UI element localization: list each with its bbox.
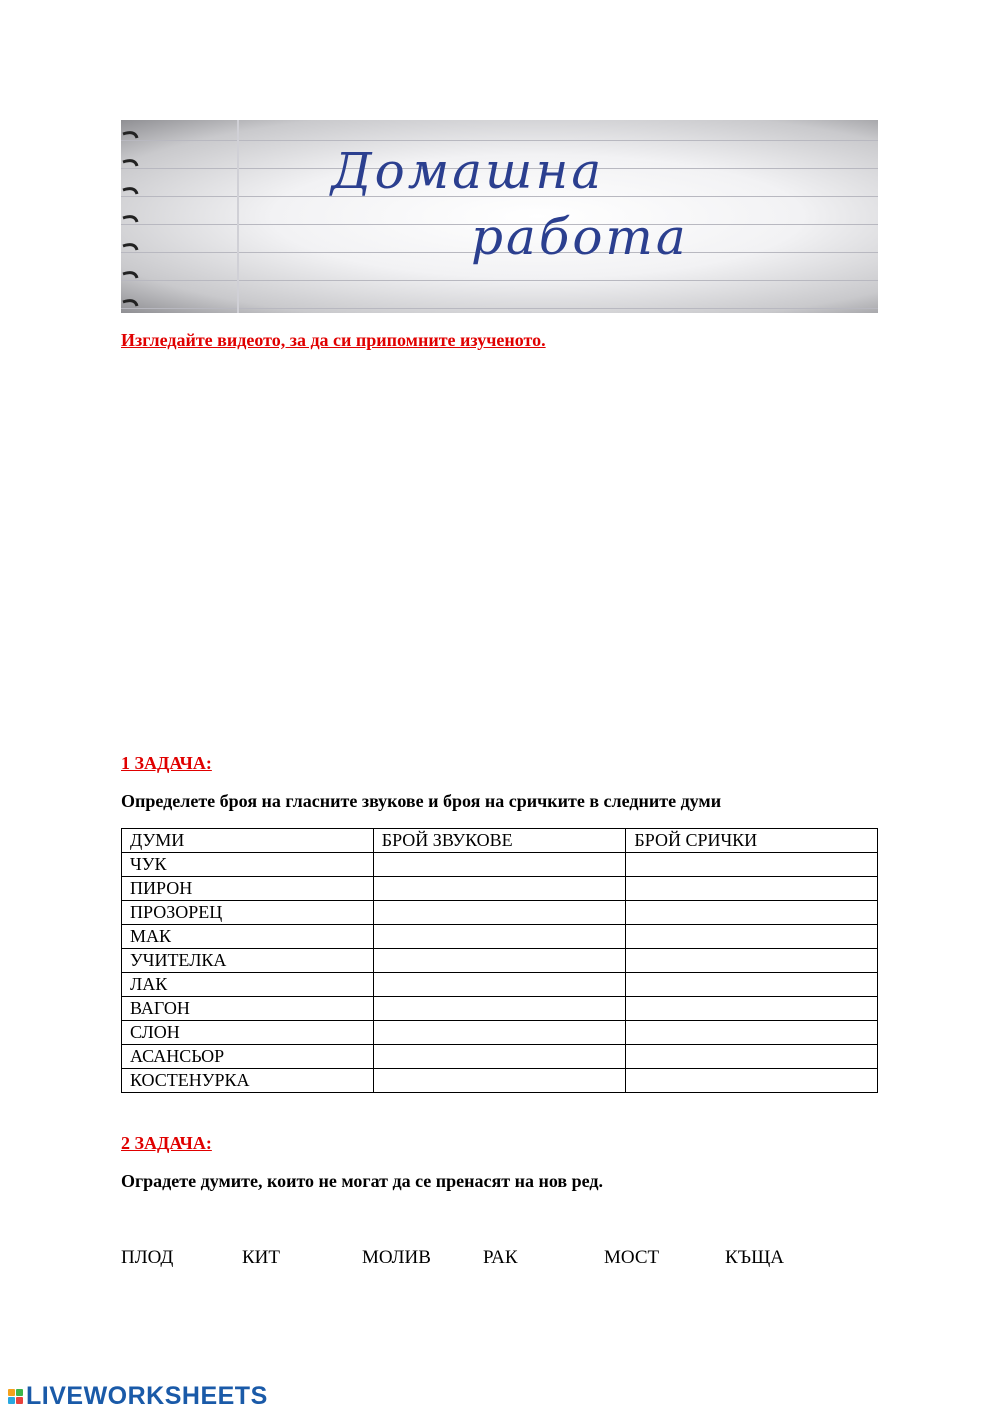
table-row bbox=[122, 925, 878, 949]
sounds-answer-cell[interactable] bbox=[373, 1021, 626, 1045]
task1-instruction: Определете броя на гласните звукове и броя на сричките в следните думи bbox=[121, 791, 722, 811]
banner-handwriting-line1: Домашна bbox=[331, 142, 605, 200]
sounds-answer-cell[interactable] bbox=[373, 1069, 626, 1093]
sounds-answer-cell[interactable] bbox=[373, 925, 626, 949]
table-row bbox=[122, 877, 878, 901]
liveworksheets-logo-text: LIVEWORKSHEETS bbox=[26, 1381, 268, 1410]
task2-heading: 2 ЗАДАЧА: bbox=[121, 1133, 212, 1153]
syllables-answer-cell[interactable] bbox=[626, 901, 878, 925]
table-row bbox=[122, 901, 878, 925]
syllables-answer-cell[interactable] bbox=[626, 1069, 878, 1093]
word-choice-4[interactable]: РАК bbox=[483, 1247, 518, 1268]
task2-instruction: Оградете думите, които не могат да се пренасят на нов ред. bbox=[121, 1171, 603, 1191]
video-instruction-link[interactable]: Изгледайте видеото, за да си припомните изученото. bbox=[121, 330, 546, 350]
table-row bbox=[122, 1069, 878, 1093]
syllables-answer-cell[interactable] bbox=[626, 949, 878, 973]
word-choice-3[interactable]: МОЛИВ bbox=[362, 1247, 431, 1268]
sounds-answer-cell[interactable] bbox=[373, 877, 626, 901]
word-cell: СЛОН bbox=[122, 1021, 374, 1045]
liveworksheets-logo-icon bbox=[8, 1389, 23, 1404]
sounds-answer-cell[interactable] bbox=[373, 1045, 626, 1069]
word-cell: УЧИТЕЛКА bbox=[122, 949, 374, 973]
header-sounds: БРОЙ ЗВУКОВЕ bbox=[373, 829, 626, 853]
word-cell: КОСТЕНУРКА bbox=[122, 1069, 374, 1093]
header-syllables: БРОЙ СРИЧКИ bbox=[626, 829, 878, 853]
banner-handwriting-line2: работа bbox=[471, 208, 689, 266]
word-choice-5[interactable]: МОСТ bbox=[604, 1247, 660, 1268]
syllables-answer-cell[interactable] bbox=[626, 1021, 878, 1045]
word-cell: АСАНСЬОР bbox=[122, 1045, 374, 1069]
liveworksheets-logo bbox=[8, 1382, 268, 1410]
sounds-answer-cell[interactable] bbox=[373, 973, 626, 997]
syllables-answer-cell[interactable] bbox=[626, 853, 878, 877]
syllables-answer-cell[interactable] bbox=[626, 1045, 878, 1069]
word-cell: МАК bbox=[122, 925, 374, 949]
syllables-answer-cell[interactable] bbox=[626, 925, 878, 949]
sounds-answer-cell[interactable] bbox=[373, 901, 626, 925]
word-cell: ЛАК bbox=[122, 973, 374, 997]
homework-banner-image bbox=[121, 120, 878, 313]
table-row bbox=[122, 1021, 878, 1045]
word-choice-6[interactable]: КЪЩА bbox=[725, 1247, 784, 1268]
syllables-answer-cell[interactable] bbox=[626, 973, 878, 997]
header-words: ДУМИ bbox=[122, 829, 374, 853]
table-row bbox=[122, 949, 878, 973]
word-choice-2[interactable]: КИТ bbox=[242, 1247, 280, 1268]
table-row bbox=[122, 973, 878, 997]
words-table bbox=[121, 828, 878, 1093]
syllables-answer-cell[interactable] bbox=[626, 997, 878, 1021]
sounds-answer-cell[interactable] bbox=[373, 997, 626, 1021]
task1-heading: 1 ЗАДАЧА: bbox=[121, 753, 212, 773]
table-header-row bbox=[122, 829, 878, 853]
word-choice-1[interactable]: ПЛОД bbox=[121, 1247, 174, 1268]
table-row bbox=[122, 1045, 878, 1069]
word-cell: ВАГОН bbox=[122, 997, 374, 1021]
word-cell: ЧУК bbox=[122, 853, 374, 877]
sounds-answer-cell[interactable] bbox=[373, 853, 626, 877]
word-cell: ПИРОН bbox=[122, 877, 374, 901]
table-row bbox=[122, 853, 878, 877]
syllables-answer-cell[interactable] bbox=[626, 877, 878, 901]
word-cell: ПРОЗОРЕЦ bbox=[122, 901, 374, 925]
table-row bbox=[122, 997, 878, 1021]
sounds-answer-cell[interactable] bbox=[373, 949, 626, 973]
